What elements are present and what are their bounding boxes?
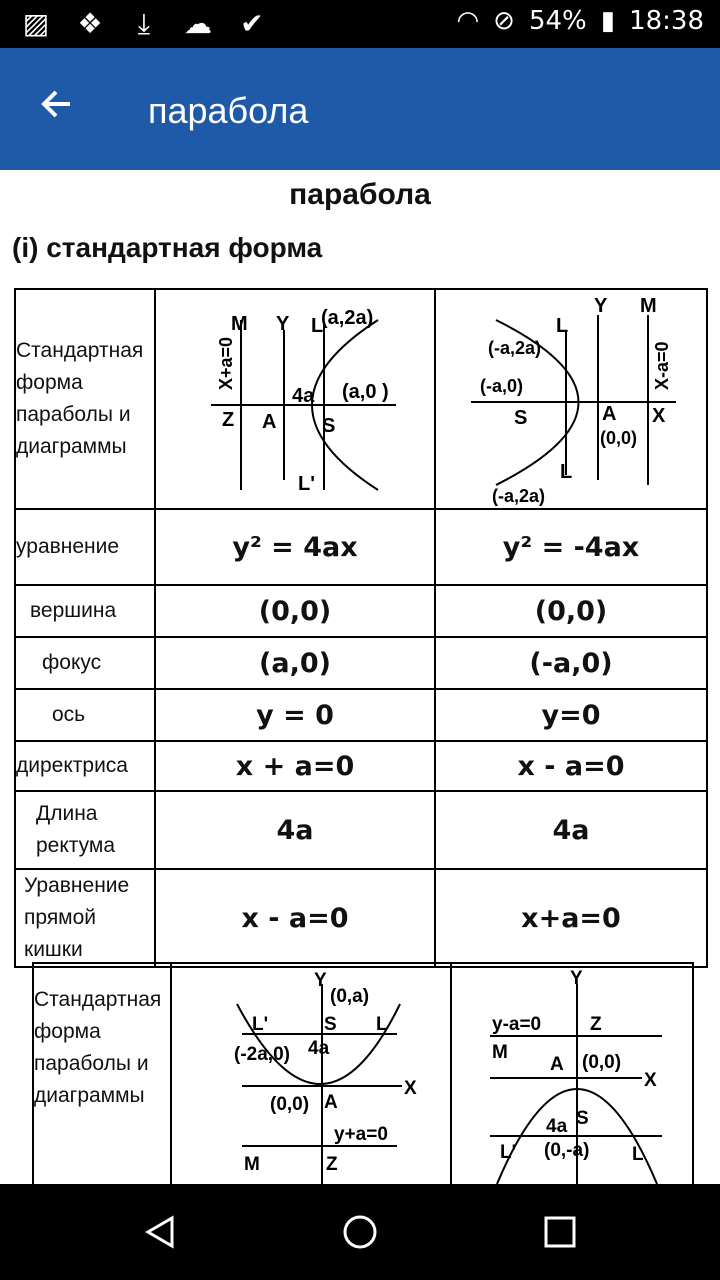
label-directrix: X+a=0 <box>216 336 236 390</box>
label-X: X <box>404 1078 417 1099</box>
battery-icon: ▮ <box>600 6 616 36</box>
diagram-left-parabola <box>435 289 707 509</box>
label-X: X <box>652 405 666 427</box>
label-X: X <box>644 1070 657 1091</box>
app-icon: ❖ <box>77 8 103 39</box>
row-label: ось <box>15 689 155 741</box>
table-row <box>15 869 707 967</box>
row-label: Стандартная форма параболы и диаграммы <box>33 963 171 1184</box>
sim-off-icon: ⊘ <box>493 6 515 36</box>
label-S: S <box>514 407 528 429</box>
status-bar <box>0 0 720 48</box>
cell-value: x + a=0 <box>155 741 435 791</box>
check-icon: ✔ <box>240 8 264 39</box>
cell-value: (a,0) <box>155 637 435 689</box>
label-L: L <box>311 315 324 337</box>
label-directrix: y+a=0 <box>334 1124 388 1145</box>
content-area[interactable] <box>0 170 720 1184</box>
cell-value: x - a=0 <box>435 741 707 791</box>
diagram-right-parabola <box>155 289 435 509</box>
label-L: L <box>632 1144 644 1165</box>
label-directrix: y-a=0 <box>492 1014 542 1035</box>
cloud-alert-icon: ☁ <box>184 8 212 39</box>
cell-value: y² = 4ax <box>155 509 435 585</box>
diagram-down-parabola <box>451 963 693 1184</box>
label-Y: Y <box>314 970 327 991</box>
table-row <box>15 509 707 585</box>
label-S: S <box>322 415 336 437</box>
label-Z: Z <box>326 1154 338 1175</box>
label-M: M <box>244 1154 260 1175</box>
label-S: S <box>576 1108 589 1129</box>
label-origin: (0,0) <box>600 428 638 448</box>
section-heading: (i) стандартная форма <box>12 232 323 263</box>
home-icon[interactable] <box>340 1212 380 1252</box>
cell-value: (-a,0) <box>435 637 707 689</box>
label-L-prime: L' <box>252 1014 269 1035</box>
arrow-back-icon[interactable] <box>36 84 76 131</box>
cell-value: y = 0 <box>155 689 435 741</box>
label-M: M <box>640 295 657 317</box>
cell-value: 4a <box>155 791 435 869</box>
battery-percent: 54% <box>528 6 587 36</box>
cell-value: 4a <box>435 791 707 869</box>
label-A: A <box>602 403 617 425</box>
label-A: A <box>324 1092 338 1113</box>
label-Y: Y <box>276 313 290 335</box>
row-label: Уравнение прямой кишки <box>15 869 155 967</box>
label-top-coord: (-a,2a) <box>488 338 542 358</box>
app-title: парабола <box>148 90 309 131</box>
row-label: Длина ректума <box>15 791 155 869</box>
table-row <box>15 289 707 509</box>
label-S: S <box>324 1014 337 1035</box>
label-origin: (0,0) <box>270 1094 310 1115</box>
cell-value: (0,0) <box>155 585 435 637</box>
label-M: M <box>231 313 248 335</box>
label-focus-coord: (0,-a) <box>544 1140 590 1161</box>
label-A: A <box>550 1054 564 1075</box>
label-L: L <box>376 1014 388 1035</box>
system-icons <box>456 6 704 36</box>
label-L2: L <box>560 461 573 483</box>
label-Z: Z <box>222 409 235 431</box>
table-row <box>15 689 707 741</box>
row-label: фокус <box>15 637 155 689</box>
download-icon: ⤓ <box>137 8 151 39</box>
label-focus-coord: (-a,0) <box>480 376 524 396</box>
table-row <box>33 963 693 1184</box>
label-directrix: X-a=0 <box>652 341 672 390</box>
cell-value: x - a=0 <box>155 869 435 967</box>
row-label: вершина <box>15 585 155 637</box>
label-focus-coord: (0,a) <box>330 986 370 1007</box>
table-row <box>15 585 707 637</box>
label-4a: 4a <box>292 385 315 407</box>
notification-icons <box>20 8 268 40</box>
navigation-bar <box>0 1184 720 1280</box>
cell-value: y² = -4ax <box>435 509 707 585</box>
label-Z: Z <box>590 1014 602 1035</box>
label-origin: (0,0) <box>582 1052 622 1073</box>
label-L: L <box>556 315 569 337</box>
label-4a: 4a <box>546 1116 568 1137</box>
app-bar <box>0 48 720 170</box>
clock: 18:38 <box>629 6 704 36</box>
label-L-prime: L' <box>298 473 315 495</box>
table-standard-form-1 <box>14 288 708 968</box>
label-focus-coord: (a,0 ) <box>342 381 389 403</box>
wifi-icon: ◠ <box>456 6 480 36</box>
table-standard-form-2 <box>32 962 694 1184</box>
recents-icon[interactable] <box>540 1212 580 1252</box>
cell-value: y=0 <box>435 689 707 741</box>
cell-value: x+a=0 <box>435 869 707 967</box>
row-label: Стандартная форма параболы и диаграммы <box>15 289 155 509</box>
image-icon: ▨ <box>22 8 50 39</box>
label-left-coord: (-2a,0) <box>234 1044 290 1065</box>
diagram-up-parabola <box>171 963 451 1184</box>
label-bottom-coord: (-a,2a) <box>492 486 546 506</box>
back-icon[interactable] <box>140 1212 180 1252</box>
label-L-coord: (a,2a) <box>321 307 374 329</box>
table-row <box>15 741 707 791</box>
label-4a: 4a <box>308 1038 330 1059</box>
row-label: уравнение <box>15 509 155 585</box>
label-Y: Y <box>594 295 608 317</box>
cell-value: (0,0) <box>435 585 707 637</box>
label-A: A <box>262 411 277 433</box>
label-L-prime: L' <box>500 1142 517 1163</box>
label-M: M <box>492 1042 508 1063</box>
label-Y: Y <box>570 968 583 989</box>
page-title: парабола <box>289 178 431 211</box>
table-row <box>15 791 707 869</box>
table-row <box>15 637 707 689</box>
row-label: директриса <box>15 741 155 791</box>
